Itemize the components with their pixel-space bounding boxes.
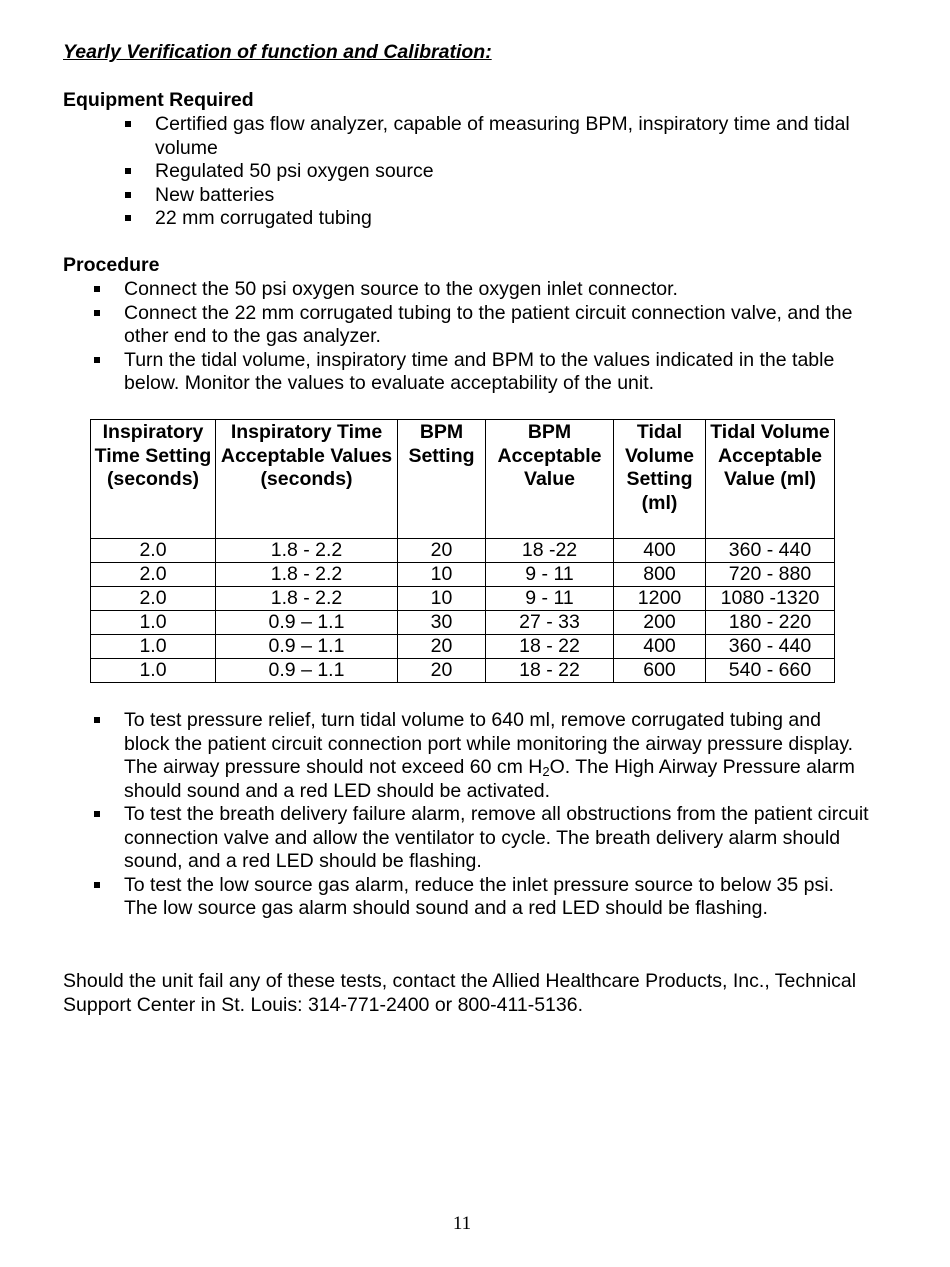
table-header-row bbox=[91, 420, 835, 539]
bullet-icon bbox=[94, 811, 100, 817]
table-cell: 20 bbox=[398, 635, 486, 659]
table-cell: 1.8 - 2.2 bbox=[216, 563, 398, 587]
list-item: 22 mm corrugated tubing bbox=[155, 207, 875, 231]
table-cell: 10 bbox=[398, 587, 486, 611]
table-cell: 27 - 33 bbox=[486, 611, 614, 635]
table-cell: 360 - 440 bbox=[706, 539, 835, 563]
table-cell: 1.8 - 2.2 bbox=[216, 587, 398, 611]
table-cell: 1080 -1320 bbox=[706, 587, 835, 611]
table-cell: 180 - 220 bbox=[706, 611, 835, 635]
bullet-icon bbox=[125, 121, 131, 127]
table-cell: 1.0 bbox=[91, 611, 216, 635]
table-row bbox=[91, 563, 835, 587]
equipment-list bbox=[155, 113, 875, 231]
calibration-table bbox=[90, 419, 835, 683]
table-cell: 18 -22 bbox=[486, 539, 614, 563]
bullet-icon bbox=[125, 215, 131, 221]
table-cell: 720 - 880 bbox=[706, 563, 835, 587]
table-cell: 400 bbox=[614, 635, 706, 659]
table-cell: 600 bbox=[614, 659, 706, 683]
list-item: Connect the 50 psi oxygen source to the oxygen inlet connector. bbox=[124, 278, 869, 302]
table-cell: 1.0 bbox=[91, 635, 216, 659]
table-row bbox=[91, 587, 835, 611]
list-item: Certified gas flow analyzer, capable of measuring BPM, inspiratory time and tidal volume bbox=[155, 113, 875, 160]
procedure-list bbox=[124, 278, 869, 396]
table-cell: 1.0 bbox=[91, 659, 216, 683]
table-cell: 540 - 660 bbox=[706, 659, 835, 683]
closing-paragraph: Should the unit fail any of these tests, contact the Allied Healthcare Products, Inc., Technical Support Center in St. Louis: 314-771-2400 or 800-411-5136. bbox=[63, 970, 857, 1016]
page-title: Yearly Verification of function and Calibration: bbox=[63, 41, 492, 63]
equipment-heading: Equipment Required bbox=[63, 89, 254, 111]
table-row bbox=[91, 611, 835, 635]
column-header: Tidal Volume Setting (ml) bbox=[614, 420, 706, 539]
table-cell: 9 - 11 bbox=[486, 587, 614, 611]
table-cell: 0.9 – 1.1 bbox=[216, 611, 398, 635]
table-cell: 200 bbox=[614, 611, 706, 635]
list-item: Turn the tidal volume, inspiratory time and BPM to the values indicated in the table below. Monitor the values to evaluate acceptability of the unit. bbox=[124, 349, 869, 396]
table-cell: 18 - 22 bbox=[486, 659, 614, 683]
table-row bbox=[91, 659, 835, 683]
table-cell: 360 - 440 bbox=[706, 635, 835, 659]
table-cell: 800 bbox=[614, 563, 706, 587]
list-item: Connect the 22 mm corrugated tubing to the patient circuit connection valve, and the other end to the gas analyzer. bbox=[124, 302, 869, 349]
table-row bbox=[91, 539, 835, 563]
bullet-icon bbox=[94, 882, 100, 888]
list-item: To test the breath delivery failure alarm, remove all obstructions from the patient circuit connection valve and allow the ventilator to cycle. The breath delivery alarm should sound, and a red LED should be flashing. bbox=[124, 803, 869, 874]
table-cell: 2.0 bbox=[91, 539, 216, 563]
table-cell: 0.9 – 1.1 bbox=[216, 659, 398, 683]
table-cell: 400 bbox=[614, 539, 706, 563]
column-header: Inspiratory Time Acceptable Values (seconds) bbox=[216, 420, 398, 539]
bullet-icon bbox=[125, 192, 131, 198]
list-item: To test the low source gas alarm, reduce the inlet pressure source to below 35 psi. The low source gas alarm should sound and a red LED should be flashing. bbox=[124, 874, 869, 921]
procedure-heading: Procedure bbox=[63, 254, 160, 276]
list-item: To test pressure relief, turn tidal volume to 640 ml, remove corrugated tubing and block the patient circuit connection port while monitoring the airway pressure display. The airway pressure should not exceed 60 cm $H_2O$. The High Airway Pressure alarm should sound and a red LED should be activated. bbox=[124, 709, 869, 803]
table-cell: 10 bbox=[398, 563, 486, 587]
table-cell: 20 bbox=[398, 539, 486, 563]
bullet-icon bbox=[94, 310, 100, 316]
column-header: BPM Setting bbox=[398, 420, 486, 539]
bullet-icon bbox=[94, 357, 100, 363]
table-row bbox=[91, 635, 835, 659]
table-cell: 30 bbox=[398, 611, 486, 635]
table-cell: 9 - 11 bbox=[486, 563, 614, 587]
table-cell: 18 - 22 bbox=[486, 635, 614, 659]
table-cell: 1.8 - 2.2 bbox=[216, 539, 398, 563]
tests-list bbox=[124, 709, 869, 921]
page-number: 11 bbox=[452, 1213, 472, 1234]
table-cell: 2.0 bbox=[91, 587, 216, 611]
bullet-icon bbox=[94, 286, 100, 292]
column-header: Tidal Volume Acceptable Value (ml) bbox=[706, 420, 835, 539]
column-header: Inspiratory Time Setting (seconds) bbox=[91, 420, 216, 539]
table-cell: 2.0 bbox=[91, 563, 216, 587]
column-header: BPM Acceptable Value bbox=[486, 420, 614, 539]
list-item: New batteries bbox=[155, 184, 875, 208]
list-item: Regulated 50 psi oxygen source bbox=[155, 160, 875, 184]
table-cell: 20 bbox=[398, 659, 486, 683]
table-cell: 1200 bbox=[614, 587, 706, 611]
bullet-icon bbox=[125, 168, 131, 174]
table-cell: 0.9 – 1.1 bbox=[216, 635, 398, 659]
bullet-icon bbox=[94, 717, 100, 723]
